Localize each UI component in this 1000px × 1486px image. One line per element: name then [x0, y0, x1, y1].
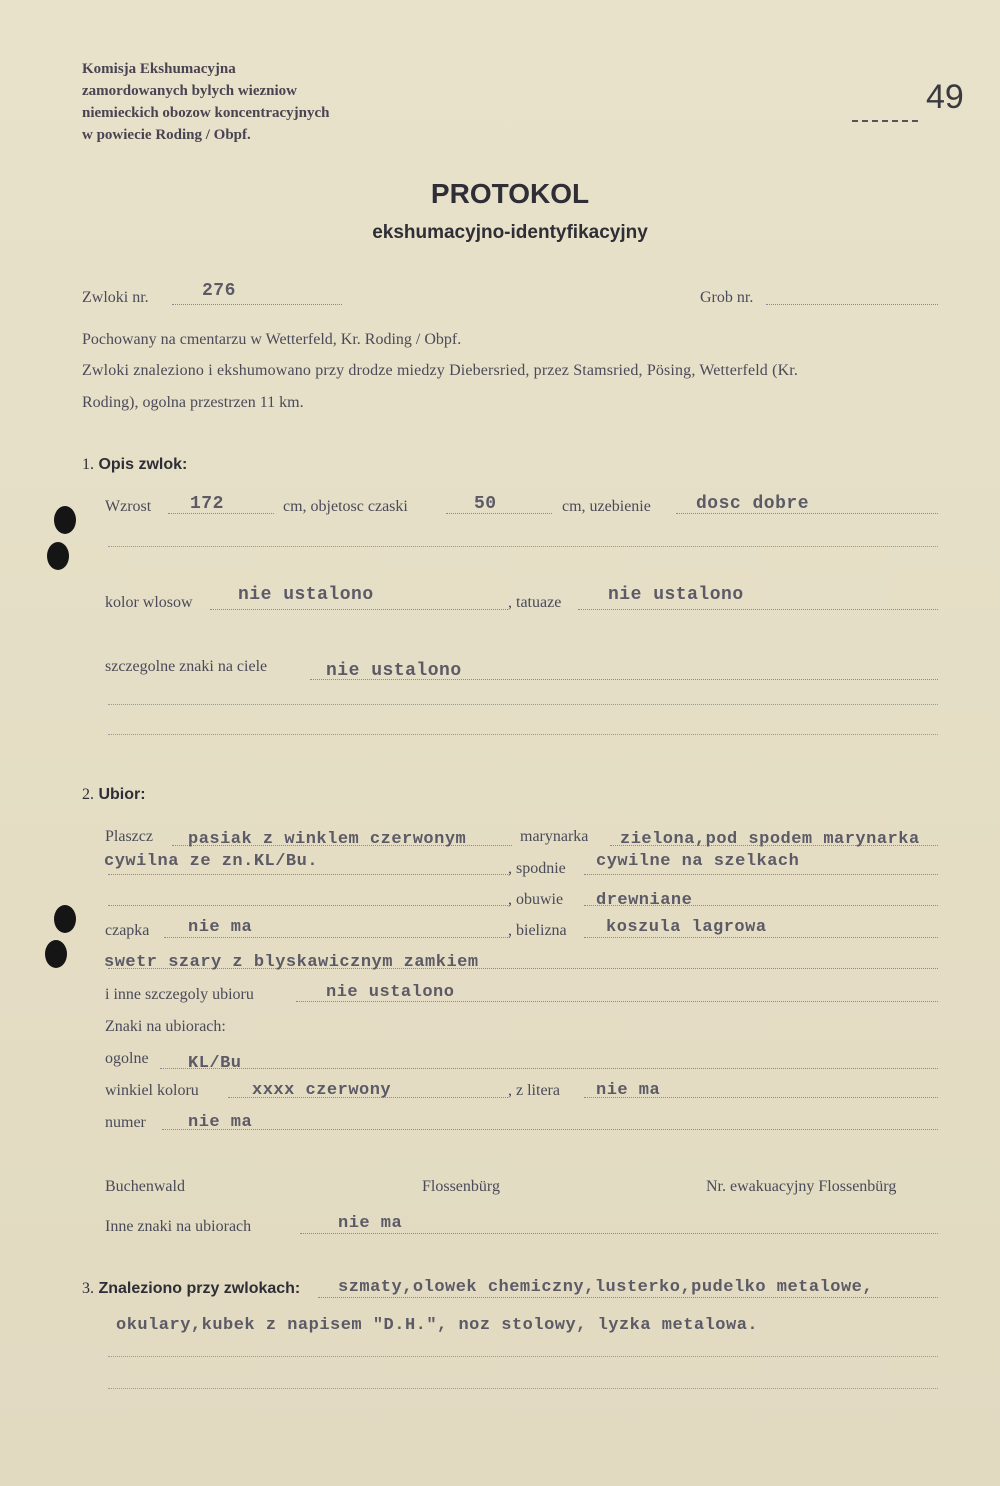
blank-line	[108, 704, 938, 705]
numer-line	[162, 1129, 938, 1130]
plaszcz-label: Plaszcz	[105, 828, 153, 845]
spodnie-value: cywilne na szelkach	[596, 852, 800, 871]
tatuaze-line	[578, 609, 938, 610]
extra-clothing-value: swetr szary z blyskawicznym zamkiem	[104, 953, 479, 972]
spodnie-label: , spodnie	[508, 860, 566, 877]
punch-hole	[47, 542, 69, 570]
plaszcz-value: pasiak z winklem czerwonym	[188, 830, 467, 849]
tatuaze-value: nie ustalono	[608, 585, 744, 605]
blank-line	[108, 1356, 938, 1357]
czapka-label: czapka	[105, 922, 150, 939]
ogolne-value: KL/Bu	[188, 1054, 242, 1073]
section-1-number: 1.	[82, 456, 94, 473]
section-2-heading	[82, 786, 146, 804]
ogolne-label: ogolne	[105, 1050, 149, 1067]
z-litera-value: nie ma	[596, 1081, 661, 1100]
bielizna-line	[584, 937, 938, 938]
marynarka-label: marynarka	[520, 828, 589, 845]
section-3-title: Znaleziono przy zwlokach:	[98, 1280, 301, 1297]
organization-header	[82, 58, 329, 146]
marynarka-value: zielona,pod spodem marynarka	[620, 830, 920, 849]
blank-line	[108, 546, 938, 547]
spodnie-line	[584, 874, 938, 875]
section-1-title: Opis zwlok:	[98, 456, 188, 473]
znaki-na-ubiorach-label: Znaki na ubiorach:	[105, 1018, 226, 1035]
uzebienie-label: cm, uzebienie	[562, 498, 651, 515]
inne-znaki-value: nie ma	[338, 1214, 403, 1233]
plaszcz-line-2	[108, 874, 510, 875]
flossenburg-label: Flossenbürg	[422, 1178, 500, 1195]
kolor-wlosow-value: nie ustalono	[238, 585, 374, 605]
tatuaze-label: , tatuaze	[508, 594, 562, 611]
wzrost-label: Wzrost	[105, 498, 152, 515]
section-2-number: 2.	[82, 786, 94, 803]
punch-hole	[54, 506, 76, 534]
section-3-heading	[82, 1280, 300, 1298]
found-location-line1: Zwloki znaleziono i ekshumowano przy drodze miedzy Diebersried, przez Stamsried, Pösing, Wetterfeld (Kr.	[82, 362, 799, 379]
document-title: PROTOKOL	[430, 178, 590, 209]
numer-value: nie ma	[188, 1113, 253, 1132]
numer-label: numer	[105, 1114, 146, 1131]
page-number: 49	[926, 78, 964, 116]
blank-line	[108, 734, 938, 735]
punch-hole	[54, 905, 76, 933]
inne-szczegoly-value: nie ustalono	[326, 983, 455, 1002]
wzrost-value: 172	[190, 494, 224, 514]
winkiel-koloru-label: winkiel koloru	[105, 1082, 199, 1099]
org-line-4: w powiecie Roding / Obpf.	[82, 127, 251, 143]
czaska-value: 50	[474, 494, 497, 514]
zwloki-value: 276	[202, 281, 236, 301]
czaska-line	[446, 513, 552, 514]
found-items-value-2: okulary,kubek z napisem "D.H.", noz stolowy, lyzka metalowa.	[116, 1316, 759, 1335]
org-line-1: Komisja Ekshumacyjna	[82, 61, 236, 77]
kolor-wlosow-label: kolor wlosow	[105, 594, 193, 611]
blank-line	[108, 905, 510, 906]
org-line-2: zamordowanych bylych wiezniow	[82, 83, 297, 99]
section-2-title: Ubior:	[98, 786, 146, 803]
uzebienie-value: dosc dobre	[696, 494, 810, 514]
grob-label: Grob nr.	[700, 289, 754, 306]
burial-place: Pochowany na cmentarzu w Wetterfeld, Kr. Roding / Obpf.	[82, 331, 462, 348]
szczegolne-znaki-label: szczegolne znaki na ciele	[105, 658, 268, 675]
buchenwald-label: Buchenwald	[105, 1178, 185, 1195]
czaska-label: cm, objetosc czaski	[283, 498, 408, 515]
kolor-wlosow-line	[210, 609, 508, 610]
document-subtitle: ekshumacyjno-identyfikacyjny	[372, 222, 648, 243]
czapka-value: nie ma	[188, 918, 253, 937]
zwloki-line	[172, 304, 342, 305]
czapka-line	[164, 937, 510, 938]
szczegolne-znaki-value: nie ustalono	[326, 661, 462, 681]
found-items-line	[318, 1297, 938, 1298]
ogolne-line	[160, 1068, 938, 1069]
plaszcz-value-continued: cywilna ze zn.KL/Bu.	[104, 852, 319, 871]
inne-znaki-label: Inne znaki na ubiorach	[105, 1218, 252, 1235]
zwloki-label: Zwloki nr.	[82, 289, 149, 306]
grob-line	[766, 304, 938, 305]
inne-szczegoly-label: i inne szczegoly ubioru	[105, 986, 254, 1003]
punch-hole	[45, 940, 67, 968]
section-3-number: 3.	[82, 1280, 94, 1297]
inne-znaki-line	[300, 1233, 938, 1234]
blank-line	[108, 1388, 938, 1389]
bielizna-label: , bielizna	[508, 922, 567, 939]
winkiel-koloru-value: xxxx czerwony	[252, 1081, 392, 1100]
page-number-dashes	[852, 120, 918, 122]
obuwie-value: drewniane	[596, 891, 693, 910]
nr-ewakuacyjny-label: Nr. ewakuacyjny Flossenbürg	[706, 1178, 897, 1195]
section-1-heading	[82, 456, 187, 474]
found-location-line2: Roding), ogolna przestrzen 11 km.	[82, 394, 304, 411]
bielizna-value: koszula lagrowa	[606, 918, 767, 937]
z-litera-label: , z litera	[508, 1082, 560, 1099]
org-line-3: niemieckich obozow koncentracyjnych	[82, 105, 330, 121]
found-items-value-1: szmaty,olowek chemiczny,lusterko,pudelko metalowe,	[338, 1278, 874, 1297]
obuwie-label: , obuwie	[508, 891, 564, 908]
